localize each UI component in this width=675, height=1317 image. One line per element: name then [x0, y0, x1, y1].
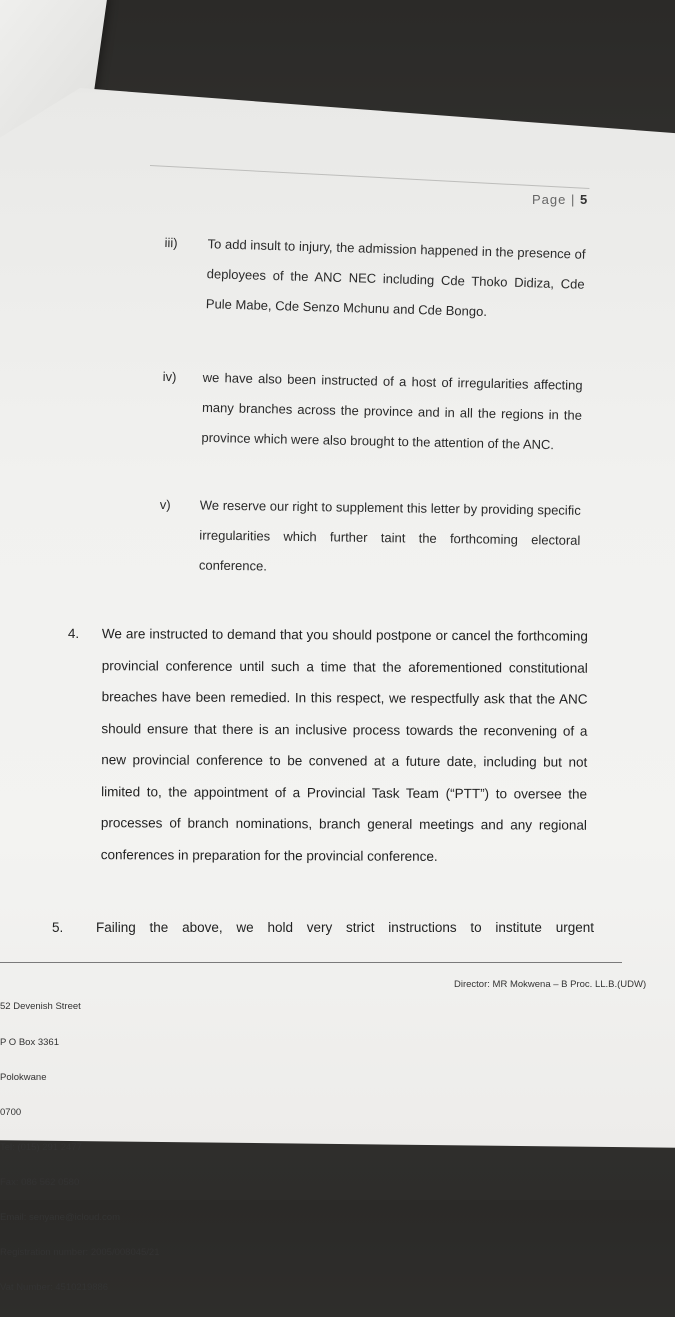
footer-line: 0700: [0, 1106, 22, 1118]
header-rule: [150, 165, 589, 189]
footer-line: Polokwane: [0, 1071, 47, 1083]
paragraph-number: 4.: [67, 625, 80, 642]
footer-line: 52 Devenish Street: [0, 1001, 81, 1013]
footer-line: Vat Number: 4510219886: [0, 1282, 109, 1294]
paragraph-text: We are instructed to demand that you should postpone or cancel the forthcoming provincial conference until such a time that the aforementioned constitutional breaches have been remedied. In this respect, we respectfully ask that the ANC should ensure that there is an inclusive process towards the reconvening of a new provincial conference to be convened at a future date, including but not limited to, the appointment of a Provincial Task Team (“PTT”) to oversee the processes of branch nominations, branch general meetings and any regional conferences in preparation for the provincial conference.: [100, 626, 588, 864]
sub-item-text: We reserve our right to supplement this letter by providing specific irregularities which further taint the forthcoming electoral conference.: [198, 497, 581, 574]
footer-director: Director: MR Mokwena – B Proc. LL.B.(UDW): [454, 979, 647, 990]
sub-item-text: To add insult to injury, the admission happened in the presence of deployees of the ANC NEC including Cde Thoko Didiza, Cde Pule Mabe, Cde Senzo Mchunu and Cde Bongo.: [205, 236, 586, 320]
footer-line: P O Box 3361: [0, 1036, 59, 1048]
paragraph-number: 5.: [52, 920, 64, 935]
sub-item-number: iv): [162, 368, 177, 385]
footer-line: Email: senyane@icloud.com: [0, 1212, 121, 1224]
sub-item-number: v): [159, 496, 171, 513]
sub-item-text: we have also been instructed of a host of irregularities affecting many branches across the province and in all the regions in the province which were also brought to the attention of the ANC.: [201, 369, 583, 453]
footer-rule: [0, 962, 622, 963]
footer-line: Tel: (015) 291 2477: [0, 1141, 82, 1153]
footer-line: Registration number: 2005/008045/21: [0, 1247, 160, 1259]
page-label: Page: [532, 192, 567, 207]
page-number-value: 5: [579, 192, 589, 207]
page-number: Page | 5: [532, 192, 589, 207]
sub-item-number: iii): [164, 234, 178, 251]
paragraph-text: Failing the above, we hold very strict instructions to institute urgent: [96, 920, 594, 935]
footer-address: [0, 978, 160, 1317]
footer-line: Fax: 086 562 0580: [0, 1176, 80, 1188]
